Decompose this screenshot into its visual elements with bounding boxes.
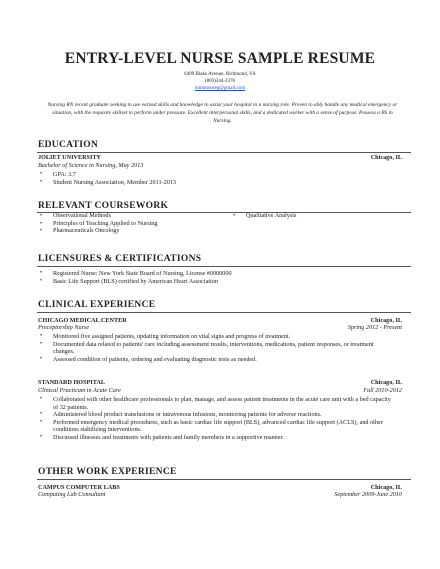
objective-summary: Nursing RN recent graduate seeking to use earned skills and knowledge to assist your hospital in a nursing role. Proven to ably handle any medical emergency or situation, with the requisite skillset to perform under pressure. Excellent interpersonal skills, and a dedicated worker with a sense of purpose. Possess a BS in Nursing. [47, 102, 398, 124]
job-role: Computing Lab Consultant [38, 491, 106, 498]
list-item: • Qualitative Analysis [233, 212, 403, 220]
job-org: CAMPUS COMPUTER LABS [38, 484, 120, 491]
job-dates: Fall 2010-2012 [363, 387, 402, 394]
coursework-heading: RELEVANT COURSEWORK [38, 201, 169, 211]
job-role: Preceptorship Nurse [38, 324, 90, 331]
coursework-list-right [233, 212, 403, 220]
education-divider [37, 152, 411, 153]
coursework-list-left [40, 212, 230, 235]
degree-text: Bachelor of Science in Nursing, May 2013 [38, 162, 144, 169]
contact-email-link[interactable]: mimmoorep@gmail.com [194, 86, 246, 91]
job-location: Chicago, IL [370, 317, 402, 324]
job-location: Chicago, IL [370, 484, 402, 491]
job-duties-list [40, 396, 395, 442]
education-heading: EDUCATION [38, 140, 99, 150]
licenses-divider [37, 266, 411, 267]
job-dates: September 2009-June 2010 [334, 491, 402, 498]
other-work-divider [37, 479, 411, 480]
list-item: • Performed emergency medical procedures, such as basic cardiac life support (BLS), advanced cardiac life support (ACLS), and other conditions stabilizing interventions. [40, 419, 395, 434]
list-item: • Discussed illnesses and treatments with patients and family members in a supportive manner. [40, 434, 395, 442]
job-org: CHICAGO MEDICAL CENTER [38, 317, 127, 324]
list-item: • GPA: 3.7 [40, 171, 410, 179]
list-item: • Principles of Teaching Applied to Nursing [40, 220, 230, 228]
licenses-list [40, 270, 410, 285]
list-item: • Monitored five assigned patients, updating information on vital signs and progress of treatment. [40, 333, 395, 341]
list-item: • Documented data related to patients' care including assessment results, interventions, medications, patient responses, or treatment changes. [40, 341, 395, 356]
contact-address: 6499 Blake Avenue, Richmond, VA [184, 72, 256, 77]
list-item: • Observational Methods [40, 212, 230, 220]
job-dates: Spring 2012 - Present [347, 324, 402, 331]
job-org: STANDARD HOSPITAL [38, 379, 105, 386]
job-role: Clinical Practicum in Acute Care [38, 387, 121, 394]
list-item: • Assessed condition of patients, ordering and evaluating diagnostic tests as needed. [40, 356, 395, 364]
job-location: Chicago, IL [370, 379, 402, 386]
school-location: Chicago, IL [370, 154, 402, 161]
list-item: • Administered blood product transfusions or intravenous infusions, monitoring patients for adverse reactions. [40, 411, 395, 419]
clinical-divider [37, 312, 411, 313]
list-item: • Collaborated with other healthcare professionals to plan, manage, and assess patient treatments in the acute care unit with a bed capacity of 32 patients. [40, 396, 395, 411]
licenses-heading: LICENSURES & CERTIFICATIONS [38, 254, 202, 264]
contact-phone: (803)344-2376 [205, 79, 235, 84]
resume-title: ENTRY-LEVEL NURSE SAMPLE RESUME [64, 50, 376, 67]
school-name: JOLIET UNIVERSITY [38, 154, 101, 161]
other-work-heading: OTHER WORK EXPERIENCE [38, 467, 177, 477]
list-item: • Registered Nurse: New York State Board of Nursing, License #0000000 [40, 270, 410, 278]
list-item: • Pharmaceuticals Oncology [40, 227, 230, 235]
education-list [40, 171, 410, 186]
clinical-heading: CLINICAL EXPERIENCE [38, 300, 156, 310]
list-item: • Basic Life Support (BLS) certified by American Heart Association [40, 278, 410, 286]
list-item: • Student Nursing Association, Member 2011-2013 [40, 179, 410, 187]
job-duties-list [40, 333, 395, 363]
